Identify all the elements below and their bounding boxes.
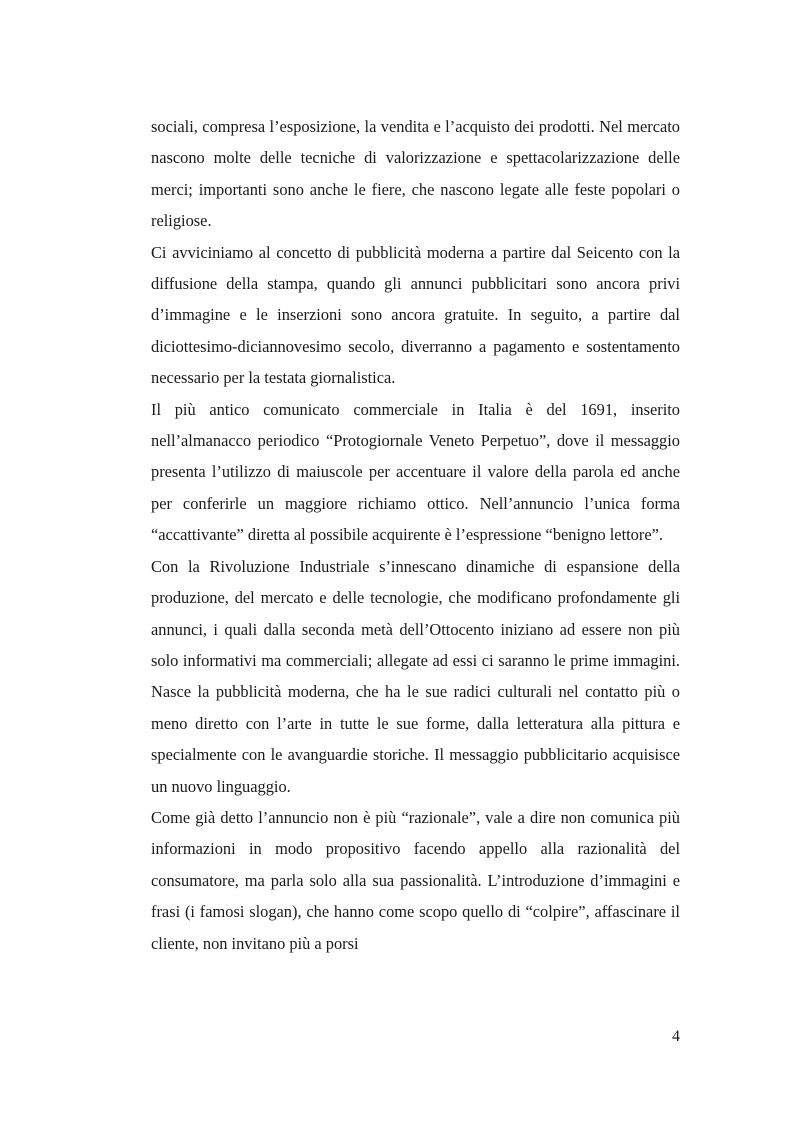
- body-text: [151, 111, 680, 959]
- paragraph-4: Con la Rivoluzione Industriale s’innescano dinamiche di espansione della produzione, del mercato e delle tecnologie, che modificano profondamente gli annunci, i quali dalla seconda metà dell’Ottocento iniziano ad essere non più solo informativi ma commerciali; allegate ad essi ci saranno le prime immagini. Nasce la pubblicità moderna, che ha le sue radici culturali nel contatto più o meno diretto con l’arte in tutte le sue forme, dalla letteratura alla pittura e specialmente con le avanguardie storiche. Il messaggio pubblicitario acquisisce un nuovo linguaggio.: [151, 556, 680, 796]
- paragraph-2: Ci avviciniamo al concetto di pubblicità moderna a partire dal Seicento con la diffusione della stampa, quando gli annunci pubblicitari sono ancora privi d’immagine e le inserzioni sono ancora gratuite. In seguito, a partire dal diciottesimo-diciannovesimo secolo, diverranno a pagamento e sostentamento necessario per la testata giornalistica.: [151, 242, 680, 388]
- paragraph-3: Il più antico comunicato commerciale in Italia è del 1691, inserito nell’almanacco periodico “Protogiornale Veneto Perpetuo”, dove il messaggio presenta l’utilizzo di maiuscole per accentuare il valore della parola ed anche per conferirle un maggiore richiamo ottico. Nell’annuncio l’unica forma “accattivante” diretta al possibile acquirente è l’espressione “benigno lettore”.: [151, 399, 680, 545]
- paragraph-5: Come già detto l’annuncio non è più “razionale”, vale a dire non comunica più informazioni in modo propositivo facendo appello alla razionalità del consumatore, ma parla solo alla sua passionalità. L’introduzione d’immagini e frasi (i famosi slogan), che hanno come scopo quello di “colpire”, affascinare il cliente, non invitano più a porsi: [151, 807, 680, 953]
- page-number: 4: [672, 1028, 680, 1045]
- paragraph-1: sociali, compresa l’esposizione, la vendita e l’acquisto dei prodotti. Nel mercato nascono molte delle tecniche di valorizzazione e spettacolarizzazione delle merci; importanti sono anche le fiere, che nascono legate alle feste popolari o religiose.: [151, 117, 680, 231]
